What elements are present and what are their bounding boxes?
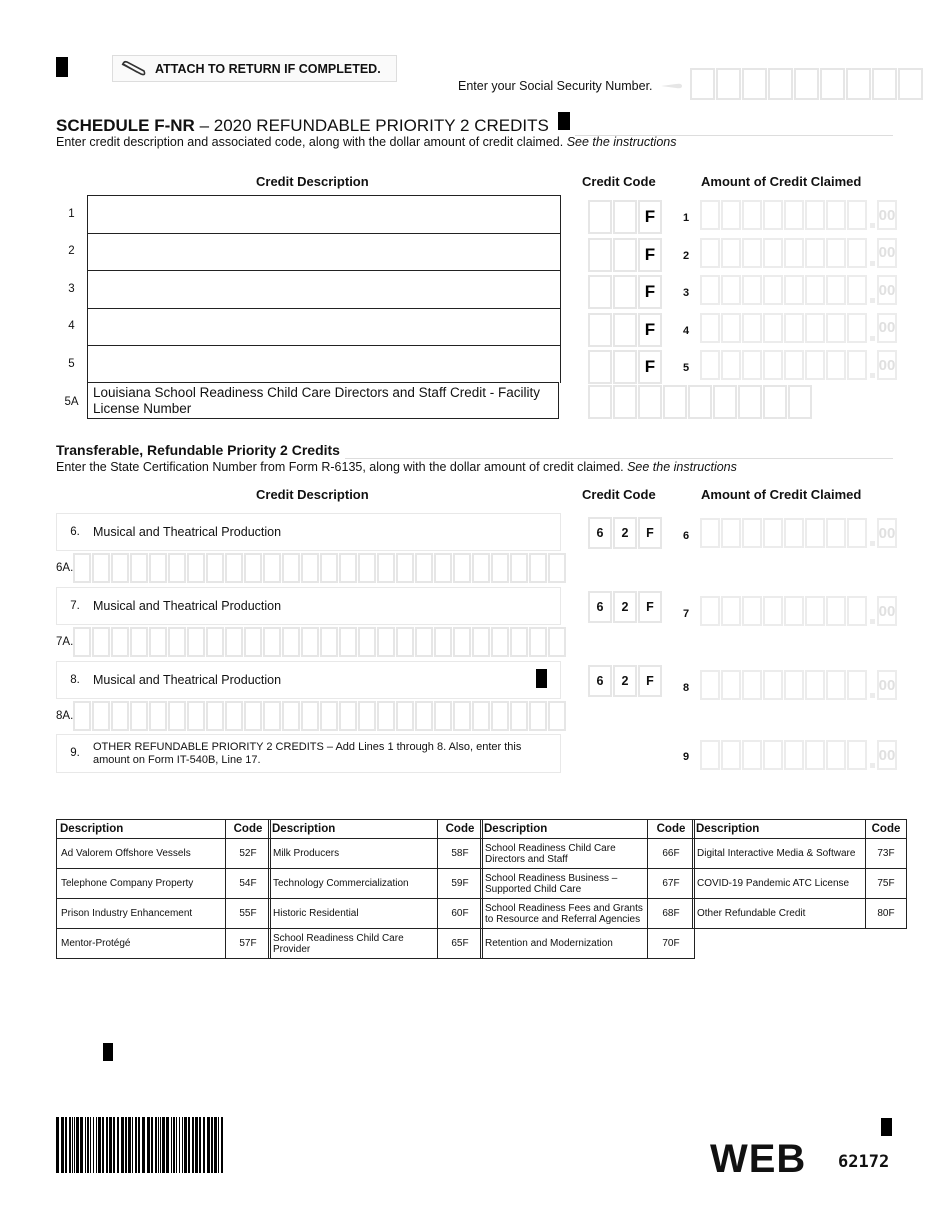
line-9-amount-input[interactable]: 00 <box>700 740 897 770</box>
table-row: Prison Industry Enhancement 55F <box>57 899 271 929</box>
table-row: Other Refundable Credit 80F <box>693 899 907 929</box>
line-9 <box>56 734 561 773</box>
table-row: School Readiness Fees and Grants to Resource and Referral Agencies 68F <box>481 899 695 929</box>
credit-amount-input[interactable]: 00 <box>700 200 897 230</box>
line-9-text: OTHER REFUNDABLE PRIORITY 2 CREDITS – Add Lines 1 through 8. Also, enter this amount on Form IT-540B, Line 17. <box>93 740 522 766</box>
code-table: Description Code Ad Valorem Offshore Vessels 52F Telephone Company Property 54F Prison Industry Enhancement 55F Mentor-Protégé 57F <box>56 819 271 959</box>
table-row: School Readiness Child Care Directors and Staff 66F <box>481 839 695 869</box>
line-number: 7. <box>70 600 80 612</box>
registration-mark <box>558 112 570 130</box>
credit-code-display: 6 2 F <box>588 665 663 697</box>
table-row: Retention and Modernization 70F <box>481 929 695 959</box>
credit-code-input[interactable]: F <box>588 275 663 309</box>
credit-amount-input[interactable]: 00 <box>700 670 897 700</box>
section2-instructions: Enter the State Certification Number from Form R-6135, along with the dollar amount of credit claimed. See the instructions <box>56 460 737 474</box>
line-5a-description: Louisiana School Readiness Child Care Directors and Staff Credit - Facility License Number <box>87 382 559 419</box>
amount-line-label: 4 <box>683 324 690 337</box>
credit-description-input[interactable] <box>87 345 561 383</box>
line-number: 5 <box>68 357 75 370</box>
credit-code-input[interactable]: F <box>588 200 663 234</box>
line-number: 5A <box>64 395 79 408</box>
col-header-amount: Amount of Credit Claimed <box>701 487 862 502</box>
amount-line-label: 9 <box>683 751 690 763</box>
line-number: 6A. <box>56 562 74 574</box>
facility-license-input[interactable] <box>588 385 813 419</box>
ssn-label: Enter your Social Security Number. <box>458 79 653 93</box>
amount-line-label: 1 <box>683 212 690 224</box>
credit-code-display: 6 2 F <box>588 517 663 549</box>
line-description: Musical and Theatrical Production <box>93 525 282 539</box>
credit-code-input[interactable]: F <box>588 238 663 272</box>
credit-amount-input[interactable]: 00 <box>700 596 897 626</box>
transferable-line <box>56 587 561 625</box>
certification-line <box>56 624 559 660</box>
code-table: Description Code Digital Interactive Media & Software 73F COVID-19 Pandemic ATC License 75F Other Refundable Credit 80F <box>692 819 907 929</box>
col-header-code: Credit Code <box>582 174 656 189</box>
certification-line <box>56 698 559 734</box>
col-header-description: Credit Description <box>256 487 369 502</box>
line-number: 8A. <box>56 710 74 722</box>
col-header-description: Credit Description <box>256 174 369 189</box>
transferable-line <box>56 513 561 551</box>
certification-number-input[interactable] <box>73 553 567 583</box>
code-table: Description Code School Readiness Child Care Directors and Staff 66F School Readiness Business – Supported Child Care 67F School Readiness Fees and Grants to Resource and Referral Agencies 68F Retention and Modernization 70F <box>480 819 695 959</box>
ssn-input[interactable] <box>690 68 924 100</box>
code-table: Description Code Milk Producers 58F Technology Commercialization 59F Historic Residential 60F School Readiness Child Care Provider 65F <box>268 819 483 959</box>
table-row: Milk Producers 58F <box>269 839 483 869</box>
form-number: 62172 <box>838 1152 890 1172</box>
attach-notice <box>112 55 397 82</box>
line-number: 2 <box>68 245 75 257</box>
table-row: Mentor-Protégé 57F <box>57 929 271 959</box>
table-row: Historic Residential 60F <box>269 899 483 929</box>
registration-mark <box>103 1043 113 1061</box>
credit-amount-input[interactable]: 00 <box>700 313 897 343</box>
amount-line-label: 6 <box>683 530 690 542</box>
credit-amount-input[interactable]: 00 <box>700 518 897 548</box>
col-header-code: Credit Code <box>582 487 656 502</box>
attach-text: ATTACH TO RETURN IF COMPLETED. <box>155 61 381 76</box>
line-number: 7A. <box>56 636 74 648</box>
registration-mark <box>881 1118 892 1136</box>
certification-number-input[interactable] <box>73 627 567 657</box>
paperclip-icon <box>119 60 147 78</box>
table-row: COVID-19 Pandemic ATC License 75F <box>693 869 907 899</box>
web-label: WEB <box>710 1137 807 1181</box>
table-row: School Readiness Child Care Provider 65F <box>269 929 483 959</box>
credit-code-display: 6 2 F <box>588 591 663 623</box>
line-number: 9. <box>70 747 80 759</box>
certification-number-input[interactable] <box>73 701 567 731</box>
table-row: Telephone Company Property 54F <box>57 869 271 899</box>
line-number: 4 <box>68 320 75 332</box>
credit-amount-input[interactable]: 00 <box>700 350 897 380</box>
table-row: Ad Valorem Offshore Vessels 52F <box>57 839 271 869</box>
transferable-line <box>56 661 561 699</box>
line-number: 8. <box>70 674 80 686</box>
pointing-hand-icon <box>660 80 684 92</box>
credit-amount-input[interactable]: 00 <box>700 275 897 305</box>
line-number: 6. <box>70 526 80 538</box>
table-row: Digital Interactive Media & Software 73F <box>693 839 907 869</box>
credit-code-input[interactable]: F <box>588 313 663 347</box>
schedule-title: SCHEDULE F-NR – 2020 REFUNDABLE PRIORITY 2 CREDITS <box>56 116 549 135</box>
amount-line-label: 3 <box>683 287 690 299</box>
schedule-instructions: Enter credit description and associated code, along with the dollar amount of credit claimed. See the instructions <box>56 135 677 149</box>
credit-amount-input[interactable]: 00 <box>700 238 897 268</box>
credit-description-input[interactable] <box>87 233 561 271</box>
certification-line <box>56 550 559 586</box>
line-description: Musical and Theatrical Production <box>93 599 282 613</box>
line-number: 3 <box>68 282 75 295</box>
amount-line-label: 7 <box>683 608 690 620</box>
section2-title: Transferable, Refundable Priority 2 Credits <box>56 442 340 458</box>
amount-line-label: 5 <box>683 362 690 374</box>
credit-description-input[interactable] <box>87 308 561 346</box>
credit-description-input[interactable] <box>87 270 561 308</box>
barcode <box>56 1117 224 1173</box>
amount-line-label: 8 <box>683 682 690 694</box>
registration-mark <box>56 57 68 77</box>
amount-line-label: 2 <box>683 249 690 262</box>
col-header-amount: Amount of Credit Claimed <box>701 174 862 189</box>
divider <box>345 458 893 459</box>
table-row: School Readiness Business – Supported Child Care 67F <box>481 869 695 899</box>
line-number: 1 <box>68 207 75 220</box>
line-description: Musical and Theatrical Production <box>93 673 282 687</box>
table-row: Technology Commercialization 59F <box>269 869 483 899</box>
credit-description-input[interactable] <box>87 195 561 233</box>
credit-code-input[interactable]: F <box>588 350 663 384</box>
